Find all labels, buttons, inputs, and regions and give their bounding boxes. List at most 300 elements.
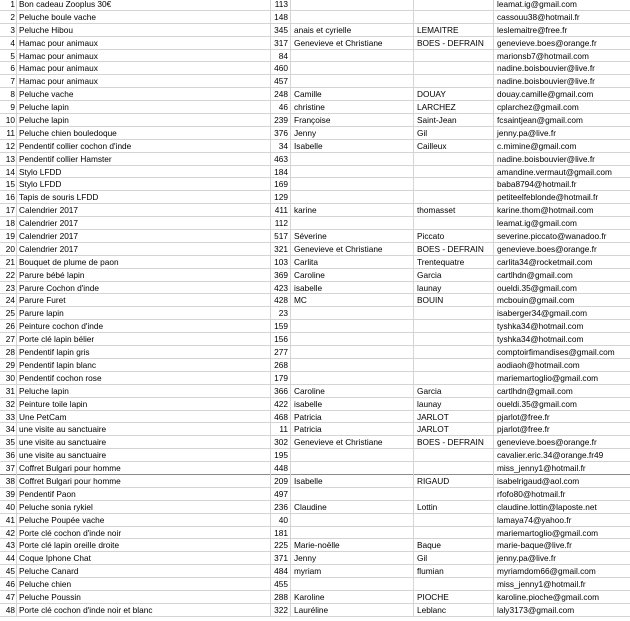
last-name-cell[interactable]: launay [417,282,442,293]
row-number-cell[interactable]: 11 [6,127,15,138]
first-name-cell[interactable]: Genevieve et Christiane [294,437,383,448]
row-number-cell[interactable]: 33 [5,411,15,422]
last-name-cell[interactable] [415,462,497,474]
quantity-cell[interactable]: 302 [274,437,288,448]
table-row[interactable] [0,282,630,295]
product-cell[interactable]: Stylo LFDD [19,166,62,177]
last-name-cell[interactable]: Gil [417,127,428,138]
product-cell[interactable]: Peluche lapin [19,385,69,396]
email-cell[interactable]: genevieve.boes@orange.fr [497,37,597,48]
quantity-cell[interactable]: 129 [274,192,288,203]
table-row[interactable] [0,256,630,269]
last-name-cell[interactable] [415,153,497,165]
last-name-cell[interactable]: RIGAUD [417,475,450,486]
row-number-cell[interactable]: 27 [5,334,15,345]
quantity-cell[interactable]: 455 [274,579,288,590]
table-row[interactable] [0,385,630,398]
quantity-cell[interactable]: 156 [274,334,288,345]
last-name-cell[interactable] [415,191,497,203]
first-name-cell[interactable]: Claudine [294,501,327,512]
quantity-cell[interactable]: 179 [274,372,288,383]
last-name-cell[interactable] [415,488,497,500]
last-name-cell[interactable]: Baque [417,540,441,551]
product-cell[interactable]: Peluche Canard [19,566,79,577]
table-row[interactable] [0,320,630,333]
quantity-cell[interactable]: 423 [274,282,288,293]
quantity-cell[interactable]: 484 [274,566,288,577]
email-cell[interactable]: leslemaitre@free.fr [497,24,568,35]
row-number-cell[interactable]: 34 [5,424,15,435]
table-row[interactable] [0,269,630,282]
last-name-cell[interactable]: Gil [417,553,428,564]
first-name-cell[interactable] [292,346,414,358]
quantity-cell[interactable]: 369 [274,269,288,280]
email-cell[interactable]: leamat.ig@gmail.com [497,0,577,9]
last-name-cell[interactable] [415,333,497,345]
table-row[interactable] [0,488,630,501]
product-cell[interactable]: Peluche lapin [19,102,69,113]
email-cell[interactable]: jenny.pa@live.fr [497,553,556,564]
row-number-cell[interactable]: 41 [5,514,15,525]
row-number-cell[interactable]: 15 [5,179,15,190]
last-name-cell[interactable] [415,578,497,590]
table-row[interactable] [0,514,630,527]
row-number-cell[interactable]: 8 [10,89,15,100]
row-number-cell[interactable]: 19 [5,231,15,242]
first-name-cell[interactable]: myriam [294,566,322,577]
row-number-cell[interactable]: 32 [5,398,15,409]
quantity-cell[interactable]: 268 [274,359,288,370]
quantity-cell[interactable]: 468 [274,411,288,422]
product-cell[interactable]: Peluche Poussin [19,591,81,602]
row-number-cell[interactable]: 16 [5,192,15,203]
table-row[interactable] [0,204,630,217]
quantity-cell[interactable]: 34 [278,140,288,151]
email-cell[interactable]: aodiaoh@hotmail.com [497,359,580,370]
first-name-cell[interactable] [292,449,414,461]
last-name-cell[interactable]: launay [417,398,442,409]
product-cell[interactable]: Peluche vache [19,89,74,100]
last-name-cell[interactable]: BOES - DEFRAIN [417,437,484,448]
row-number-cell[interactable]: 6 [10,63,15,74]
email-cell[interactable]: marie-baque@live.fr [497,540,572,551]
row-number-cell[interactable]: 21 [5,256,15,267]
email-cell[interactable]: jenny.pa@live.fr [497,127,556,138]
last-name-cell[interactable]: PIOCHE [417,591,449,602]
row-number-cell[interactable]: 22 [5,269,15,280]
email-cell[interactable]: douay.camille@gmail.com [497,89,594,100]
quantity-cell[interactable]: 112 [274,218,288,229]
product-cell[interactable]: Bon cadeau Zooplus 30€ [19,0,112,9]
product-cell[interactable]: Une PetCam [19,411,67,422]
email-cell[interactable]: mariemartoglio@gmail.com [497,527,599,538]
row-number-cell[interactable]: 37 [5,463,15,474]
row-number-cell[interactable]: 28 [5,347,15,358]
product-cell[interactable]: Calendrier 2017 [19,231,79,242]
email-cell[interactable]: genevieve.boes@orange.fr [497,437,597,448]
first-name-cell[interactable]: Genevieve et Christiane [294,243,383,254]
last-name-cell[interactable]: Leblanc [417,604,447,615]
table-row[interactable] [0,449,630,462]
table-row[interactable] [0,539,630,552]
table-row[interactable] [0,166,630,179]
last-name-cell[interactable]: Lottin [417,501,438,512]
last-name-cell[interactable]: thomasset [417,205,456,216]
email-cell[interactable]: nadine.boisbouvier@live.fr [497,153,595,164]
first-name-cell[interactable] [292,514,414,526]
product-cell[interactable]: Peluche Poupée vache [19,514,105,525]
first-name-cell[interactable]: Marie-noëlle [294,540,340,551]
quantity-cell[interactable]: 288 [274,591,288,602]
table-row[interactable] [0,24,630,37]
last-name-cell[interactable]: Piccato [417,231,445,242]
first-name-cell[interactable]: Camille [294,89,322,100]
table-row[interactable] [0,191,630,204]
first-name-cell[interactable] [292,75,414,87]
quantity-cell[interactable]: 460 [274,63,288,74]
quantity-cell[interactable]: 366 [274,385,288,396]
product-cell[interactable]: Parure lapin [19,308,64,319]
row-number-cell[interactable]: 29 [5,359,15,370]
product-cell[interactable]: Peinture toile lapin [19,398,88,409]
quantity-cell[interactable]: 84 [278,50,288,61]
email-cell[interactable]: lamaya74@yahoo.fr [497,514,572,525]
table-row[interactable] [0,307,630,320]
last-name-cell[interactable]: Garcia [417,269,442,280]
table-row[interactable] [0,411,630,424]
table-row[interactable] [0,62,630,75]
row-number-cell[interactable]: 12 [5,140,15,151]
last-name-cell[interactable]: flumian [417,566,444,577]
row-number-cell[interactable]: 38 [5,475,15,486]
product-cell[interactable]: Pendentif cochon rose [19,372,102,383]
product-cell[interactable]: une visite au sanctuaire [19,424,107,435]
last-name-cell[interactable] [415,449,497,461]
product-cell[interactable]: Peluche chien bouledoque [19,127,117,138]
table-row[interactable] [0,423,630,436]
product-cell[interactable]: Coque Iphone Chat [19,553,91,564]
table-row[interactable] [0,50,630,63]
product-cell[interactable]: Stylo LFDD [19,179,62,190]
row-number-cell[interactable]: 30 [5,372,15,383]
table-row[interactable] [0,333,630,346]
table-row[interactable] [0,37,630,50]
quantity-cell[interactable]: 181 [274,527,288,538]
row-number-cell[interactable]: 1 [10,0,15,9]
table-row[interactable] [0,140,630,153]
product-cell[interactable]: Peluche sonia rykiel [19,501,93,512]
product-cell[interactable]: Peinture cochon d'inde [19,321,104,332]
table-row[interactable] [0,565,630,578]
first-name-cell[interactable] [292,178,414,190]
last-name-cell[interactable] [415,50,497,62]
quantity-cell[interactable]: 236 [274,501,288,512]
row-number-cell[interactable]: 24 [5,295,15,306]
last-name-cell[interactable] [415,514,497,526]
first-name-cell[interactable] [292,372,414,384]
quantity-cell[interactable]: 225 [274,540,288,551]
email-cell[interactable]: tyshka34@hotmail.com [497,321,584,332]
quantity-cell[interactable]: 322 [274,604,288,615]
last-name-cell[interactable]: Garcia [417,385,442,396]
row-number-cell[interactable]: 9 [10,102,15,113]
email-cell[interactable]: isabelrigaud@aol.com [497,475,580,486]
quantity-cell[interactable]: 46 [278,102,288,113]
email-cell[interactable]: cassouu38@hotmail.fr [497,11,580,22]
product-cell[interactable]: Hamac pour animaux [19,63,98,74]
first-name-cell[interactable]: Lauréline [294,604,329,615]
first-name-cell[interactable] [292,217,414,229]
table-row[interactable] [0,462,630,475]
email-cell[interactable]: cartlhdn@gmail.com [497,385,573,396]
first-name-cell[interactable]: MC [294,295,307,306]
first-name-cell[interactable] [292,527,414,539]
first-name-cell[interactable]: Isabelle [294,475,323,486]
product-cell[interactable]: Porte clé cochon d'inde noir et blanc [19,604,153,615]
quantity-cell[interactable]: 463 [274,153,288,164]
row-number-cell[interactable]: 25 [5,308,15,319]
first-name-cell[interactable] [292,488,414,500]
first-name-cell[interactable]: Patricia [294,424,322,435]
quantity-cell[interactable]: 209 [274,475,288,486]
product-cell[interactable]: Pendentif lapin blanc [19,359,97,370]
first-name-cell[interactable]: Jenny [294,127,317,138]
product-cell[interactable]: Porte clé cochon d'inde noir [19,527,122,538]
first-name-cell[interactable]: Isabelle [294,140,323,151]
email-cell[interactable]: cavalier.eric.34@orange.fr49 [497,450,604,461]
row-number-cell[interactable]: 39 [5,488,15,499]
quantity-cell[interactable]: 40 [278,514,288,525]
quantity-cell[interactable]: 277 [274,347,288,358]
product-cell[interactable]: Bouquet de plume de paon [19,256,119,267]
first-name-cell[interactable] [292,359,414,371]
table-row[interactable] [0,475,630,488]
row-number-cell[interactable]: 31 [5,385,15,396]
table-row[interactable] [0,217,630,230]
row-number-cell[interactable]: 2 [10,11,15,22]
table-row[interactable] [0,230,630,243]
product-cell[interactable]: Peluche chien [19,579,72,590]
first-name-cell[interactable]: Caroline [294,269,325,280]
quantity-cell[interactable]: 457 [274,76,288,87]
email-cell[interactable]: severine.piccato@wanadoo.fr [497,231,607,242]
first-name-cell[interactable] [292,307,414,319]
table-row[interactable] [0,578,630,591]
product-cell[interactable]: Peluche Hibou [19,24,73,35]
first-name-cell[interactable]: isabelle [294,282,323,293]
table-row[interactable] [0,178,630,191]
quantity-cell[interactable]: 345 [274,24,288,35]
last-name-cell[interactable] [415,62,497,74]
email-cell[interactable]: petiteelfeblonde@hotmail.fr [497,192,599,203]
quantity-cell[interactable]: 497 [274,488,288,499]
email-cell[interactable]: miss_jenny1@hotmail.fr [497,463,586,474]
email-cell[interactable]: c.mimine@gmail.com [497,140,577,151]
first-name-cell[interactable] [292,11,414,23]
email-cell[interactable]: karoline.pioche@gmail.com [497,591,600,602]
product-cell[interactable]: Pendentif collier Hamster [19,153,112,164]
product-cell[interactable]: Coffret Bulgari pour homme [19,463,121,474]
row-number-cell[interactable]: 4 [10,37,15,48]
row-number-cell[interactable]: 47 [5,591,15,602]
email-cell[interactable]: oueldi.35@gmail.com [497,398,577,409]
quantity-cell[interactable]: 411 [274,205,288,216]
first-name-cell[interactable]: Patricia [294,411,322,422]
email-cell[interactable]: claudine.lottin@laposte.net [497,501,597,512]
last-name-cell[interactable] [415,75,497,87]
table-row[interactable] [0,436,630,449]
last-name-cell[interactable] [415,346,497,358]
table-row[interactable] [0,501,630,514]
row-number-cell[interactable]: 45 [5,566,15,577]
quantity-cell[interactable]: 11 [279,424,288,435]
first-name-cell[interactable]: Karoline [294,591,325,602]
product-cell[interactable]: Porte clé lapin bélier [19,334,95,345]
first-name-cell[interactable] [292,191,414,203]
quantity-cell[interactable]: 321 [274,243,288,254]
product-cell[interactable]: Hamac pour animaux [19,37,98,48]
product-cell[interactable]: Parure Furet [19,295,66,306]
first-name-cell[interactable]: karine [294,205,317,216]
row-number-cell[interactable]: 7 [10,76,15,87]
last-name-cell[interactable]: LEMAITRE [417,24,459,35]
email-cell[interactable]: mariemartoglio@gmail.com [497,372,599,383]
table-row[interactable] [0,346,630,359]
email-cell[interactable]: baba8794@hotmail.fr [497,179,577,190]
product-cell[interactable]: Porte clé lapin oreille droite [19,540,120,551]
last-name-cell[interactable] [415,11,497,23]
first-name-cell[interactable] [292,166,414,178]
product-cell[interactable]: Pendentif Paon [19,488,76,499]
quantity-cell[interactable]: 113 [274,0,288,9]
table-row[interactable] [0,398,630,411]
table-row[interactable] [0,153,630,166]
row-number-cell[interactable]: 40 [5,501,15,512]
last-name-cell[interactable]: JARLOT [417,411,449,422]
email-cell[interactable]: tyshka34@hotmail.com [497,334,584,345]
email-cell[interactable]: comptoirfimandises@gmail.com [497,347,615,358]
email-cell[interactable]: cartlhdn@gmail.com [497,269,573,280]
product-cell[interactable]: Calendrier 2017 [19,205,79,216]
first-name-cell[interactable]: christine [294,102,325,113]
product-cell[interactable]: Hamac pour animaux [19,50,98,61]
table-row[interactable] [0,0,630,11]
first-name-cell[interactable]: Caroline [294,385,325,396]
row-number-cell[interactable]: 18 [5,218,15,229]
quantity-cell[interactable]: 195 [274,450,288,461]
table-row[interactable] [0,88,630,101]
email-cell[interactable]: oueldi.35@gmail.com [497,282,577,293]
first-name-cell[interactable]: isabelle [294,398,323,409]
row-number-cell[interactable]: 46 [5,579,15,590]
product-cell[interactable]: Peluche lapin [19,115,69,126]
table-row[interactable] [0,243,630,256]
last-name-cell[interactable] [415,359,497,371]
row-number-cell[interactable]: 43 [5,540,15,551]
table-row[interactable] [0,527,630,540]
email-cell[interactable]: fcsaintjean@gmail.com [497,115,583,126]
product-cell[interactable]: Peluche boule vache [19,11,97,22]
quantity-cell[interactable]: 184 [274,166,288,177]
row-number-cell[interactable]: 17 [5,205,15,216]
quantity-cell[interactable]: 422 [274,398,288,409]
row-number-cell[interactable]: 42 [5,527,15,538]
email-cell[interactable]: karine.thom@hotmail.com [497,205,594,216]
table-row[interactable] [0,591,630,604]
last-name-cell[interactable]: BOUIN [417,295,444,306]
row-number-cell[interactable]: 20 [5,243,15,254]
email-cell[interactable]: nadine.boisbouvier@live.fr [497,63,595,74]
first-name-cell[interactable] [292,50,414,62]
table-row[interactable] [0,101,630,114]
email-cell[interactable]: pjarlot@free.fr [497,411,550,422]
last-name-cell[interactable] [415,320,497,332]
first-name-cell[interactable]: Françoise [294,115,331,126]
first-name-cell[interactable]: anais et cyrielle [294,24,352,35]
email-cell[interactable]: laly3173@gmail.com [497,604,575,615]
first-name-cell[interactable] [292,333,414,345]
quantity-cell[interactable]: 169 [274,179,288,190]
row-number-cell[interactable]: 5 [10,50,15,61]
last-name-cell[interactable]: DOUAY [417,89,446,100]
product-cell[interactable]: Parure Cochon d'inde [19,282,99,293]
last-name-cell[interactable]: Saint-Jean [417,115,457,126]
table-row[interactable] [0,11,630,24]
email-cell[interactable]: marionsb7@hotmail.com [497,50,589,61]
last-name-cell[interactable]: LARCHEZ [417,102,456,113]
row-number-cell[interactable]: 23 [5,282,15,293]
row-number-cell[interactable]: 44 [5,553,15,564]
first-name-cell[interactable]: Carlita [294,256,318,267]
first-name-cell[interactable] [292,320,414,332]
row-number-cell[interactable]: 35 [5,437,15,448]
row-number-cell[interactable]: 10 [5,115,15,126]
table-row[interactable] [0,604,630,617]
last-name-cell[interactable]: BOES - DEFRAIN [417,37,484,48]
product-cell[interactable]: Parure bébé lapin [19,269,85,280]
last-name-cell[interactable] [415,372,497,384]
first-name-cell[interactable]: Genevieve et Christiane [294,37,383,48]
table-row[interactable] [0,294,630,307]
last-name-cell[interactable] [415,178,497,190]
quantity-cell[interactable]: 317 [274,37,288,48]
product-cell[interactable]: Calendrier 2017 [19,243,79,254]
first-name-cell[interactable] [292,578,414,590]
first-name-cell[interactable] [292,0,414,10]
email-cell[interactable]: leamat.ig@gmail.com [497,218,577,229]
quantity-cell[interactable]: 448 [274,463,288,474]
last-name-cell[interactable] [415,527,497,539]
first-name-cell[interactable] [292,462,414,474]
email-cell[interactable]: carlita34@rocketmail.com [497,256,593,267]
quantity-cell[interactable]: 376 [274,127,288,138]
email-cell[interactable]: rfofo80@hotmail.fr [497,488,566,499]
email-cell[interactable]: cplarchez@gmail.com [497,102,579,113]
product-cell[interactable]: Pendentif lapin gris [19,347,90,358]
quantity-cell[interactable]: 248 [274,89,288,100]
table-row[interactable] [0,114,630,127]
product-cell[interactable]: Hamac pour animaux [19,76,98,87]
quantity-cell[interactable]: 517 [274,231,288,242]
row-number-cell[interactable]: 36 [5,450,15,461]
row-number-cell[interactable]: 14 [5,166,15,177]
product-cell[interactable]: Calendrier 2017 [19,218,79,229]
last-name-cell[interactable] [415,217,497,229]
quantity-cell[interactable]: 23 [278,308,288,319]
quantity-cell[interactable]: 371 [274,553,288,564]
table-row[interactable] [0,127,630,140]
quantity-cell[interactable]: 428 [274,295,288,306]
